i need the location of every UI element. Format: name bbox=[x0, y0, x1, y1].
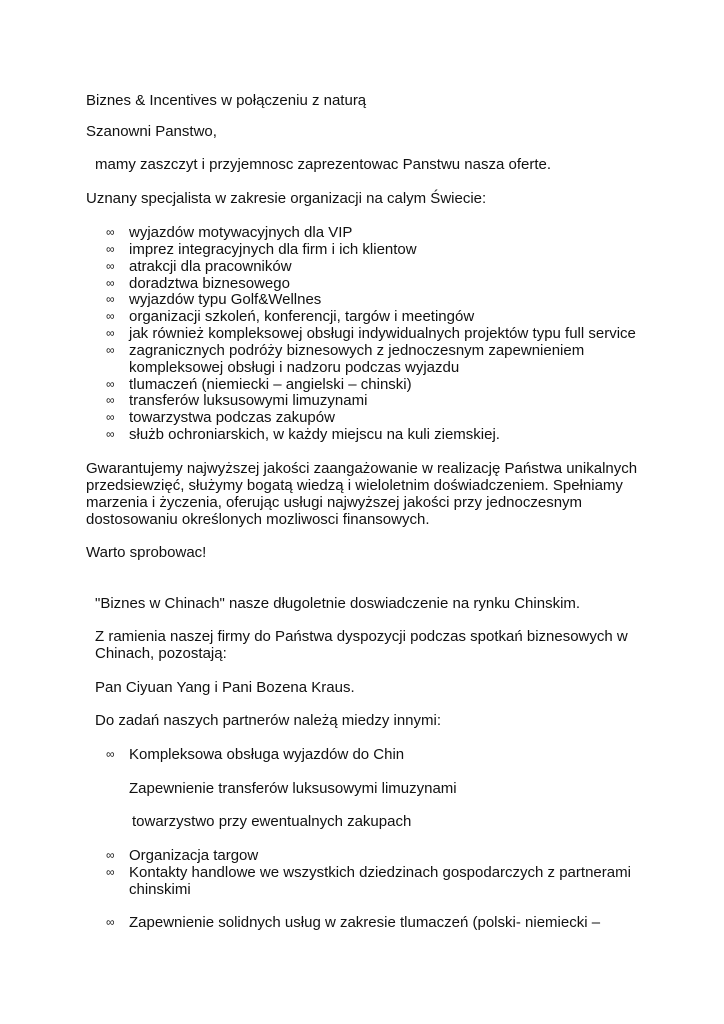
paragraph-line: marzenia i życzenia, oferując usługi najwyższej jakości przy jednoczesnym bbox=[86, 494, 583, 511]
bullet-icon: ∞ bbox=[106, 242, 115, 256]
list-item: jak również kompleksowej obsługi indywidualnych projektów typu full service bbox=[129, 325, 636, 342]
list-item-continuation: chinskimi bbox=[129, 881, 191, 898]
section-heading: Uznany specjalista w zakresie organizacji na calym Świecie: bbox=[86, 190, 487, 207]
bullet-icon: ∞ bbox=[106, 309, 115, 323]
list-item: towarzystwa podczas zakupów bbox=[129, 409, 335, 426]
list-item: tlumaczeń (niemiecki – angielski – chinski) bbox=[129, 376, 412, 393]
paragraph-line: Gwarantujemy najwyższej jakości zaangażowanie w realizację Państwa unikalnych bbox=[86, 460, 638, 477]
list-item: Kontakty handlowe we wszystkich dziedzinach gospodarczych z partnerami bbox=[129, 864, 631, 881]
list-item: transferów luksusowymi limuzynami bbox=[129, 392, 368, 409]
bullet-icon: ∞ bbox=[106, 410, 115, 424]
list-item: Kompleksowa obsługa wyjazdów do Chin bbox=[129, 746, 405, 763]
china-intro: "Biznes w Chinach" nasze długoletnie doswiadczenie na rynku Chinskim. bbox=[95, 595, 581, 612]
list-item: zagranicznych podróży biznesowych z jednoczesnym zapewnieniem bbox=[129, 342, 585, 359]
intro-text: mamy zaszczyt i przyjemnosc zaprezentowac Panstwu nasza oferte. bbox=[95, 156, 552, 173]
list-item: wyjazdów motywacyjnych dla VIP bbox=[129, 224, 353, 241]
list-item: wyjazdów typu Golf&Wellnes bbox=[129, 291, 322, 308]
bullet-icon: ∞ bbox=[106, 326, 115, 340]
list-item: Zapewnienie solidnych usług w zakresie tlumaczeń (polski- niemiecki – bbox=[129, 914, 601, 931]
bullet-icon: ∞ bbox=[106, 427, 115, 441]
partners-names: Pan Ciyuan Yang i Pani Bozena Kraus. bbox=[95, 679, 355, 696]
bullet-icon: ∞ bbox=[106, 393, 115, 407]
bullet-icon: ∞ bbox=[106, 915, 115, 929]
list-item: Organizacja targow bbox=[129, 847, 259, 864]
bullet-icon: ∞ bbox=[106, 225, 115, 239]
bullet-icon: ∞ bbox=[106, 377, 115, 391]
bullet-icon: ∞ bbox=[106, 292, 115, 306]
china-partners-line: Chinach, pozostają: bbox=[95, 645, 227, 662]
paragraph-line: dostosowaniu określonych mozliwosci finansowych. bbox=[86, 511, 430, 528]
closing-text: Warto sprobowac! bbox=[86, 544, 207, 561]
bullet-icon: ∞ bbox=[106, 343, 115, 357]
greeting: Szanowni Panstwo, bbox=[86, 123, 217, 140]
document-title: Biznes & Incentives w połączeniu z naturą bbox=[86, 92, 367, 109]
list-item: imprez integracyjnych dla firm i ich klientow bbox=[129, 241, 417, 258]
bullet-icon: ∞ bbox=[106, 848, 115, 862]
list-item: organizacji szkoleń, konferencji, targów i meetingów bbox=[129, 308, 475, 325]
china-partners-line: Z ramienia naszej firmy do Państwa dyspozycji podczas spotkań biznesowych w bbox=[95, 628, 628, 645]
paragraph-line: przedsiewzięć, służymy bogatą wiedzą i wieloletnim doświadczeniem. Spełniamy bbox=[86, 477, 623, 494]
list-item: Zapewnienie transferów luksusowymi limuzynami bbox=[129, 780, 457, 797]
bullet-icon: ∞ bbox=[106, 276, 115, 290]
bullet-icon: ∞ bbox=[106, 747, 115, 761]
tasks-heading: Do zadań naszych partnerów należą miedzy innymi: bbox=[95, 712, 442, 729]
list-item: atrakcji dla pracowników bbox=[129, 258, 292, 275]
list-item: służb ochroniarskich, w każdy miejscu na kuli ziemskiej. bbox=[129, 426, 500, 443]
bullet-icon: ∞ bbox=[106, 865, 115, 879]
list-item: doradztwa biznesowego bbox=[129, 275, 290, 292]
list-item: towarzystwo przy ewentualnych zakupach bbox=[132, 813, 412, 830]
bullet-icon: ∞ bbox=[106, 259, 115, 273]
list-item-continuation: kompleksowej obsługi i nadzoru podczas wyjazdu bbox=[129, 359, 460, 376]
